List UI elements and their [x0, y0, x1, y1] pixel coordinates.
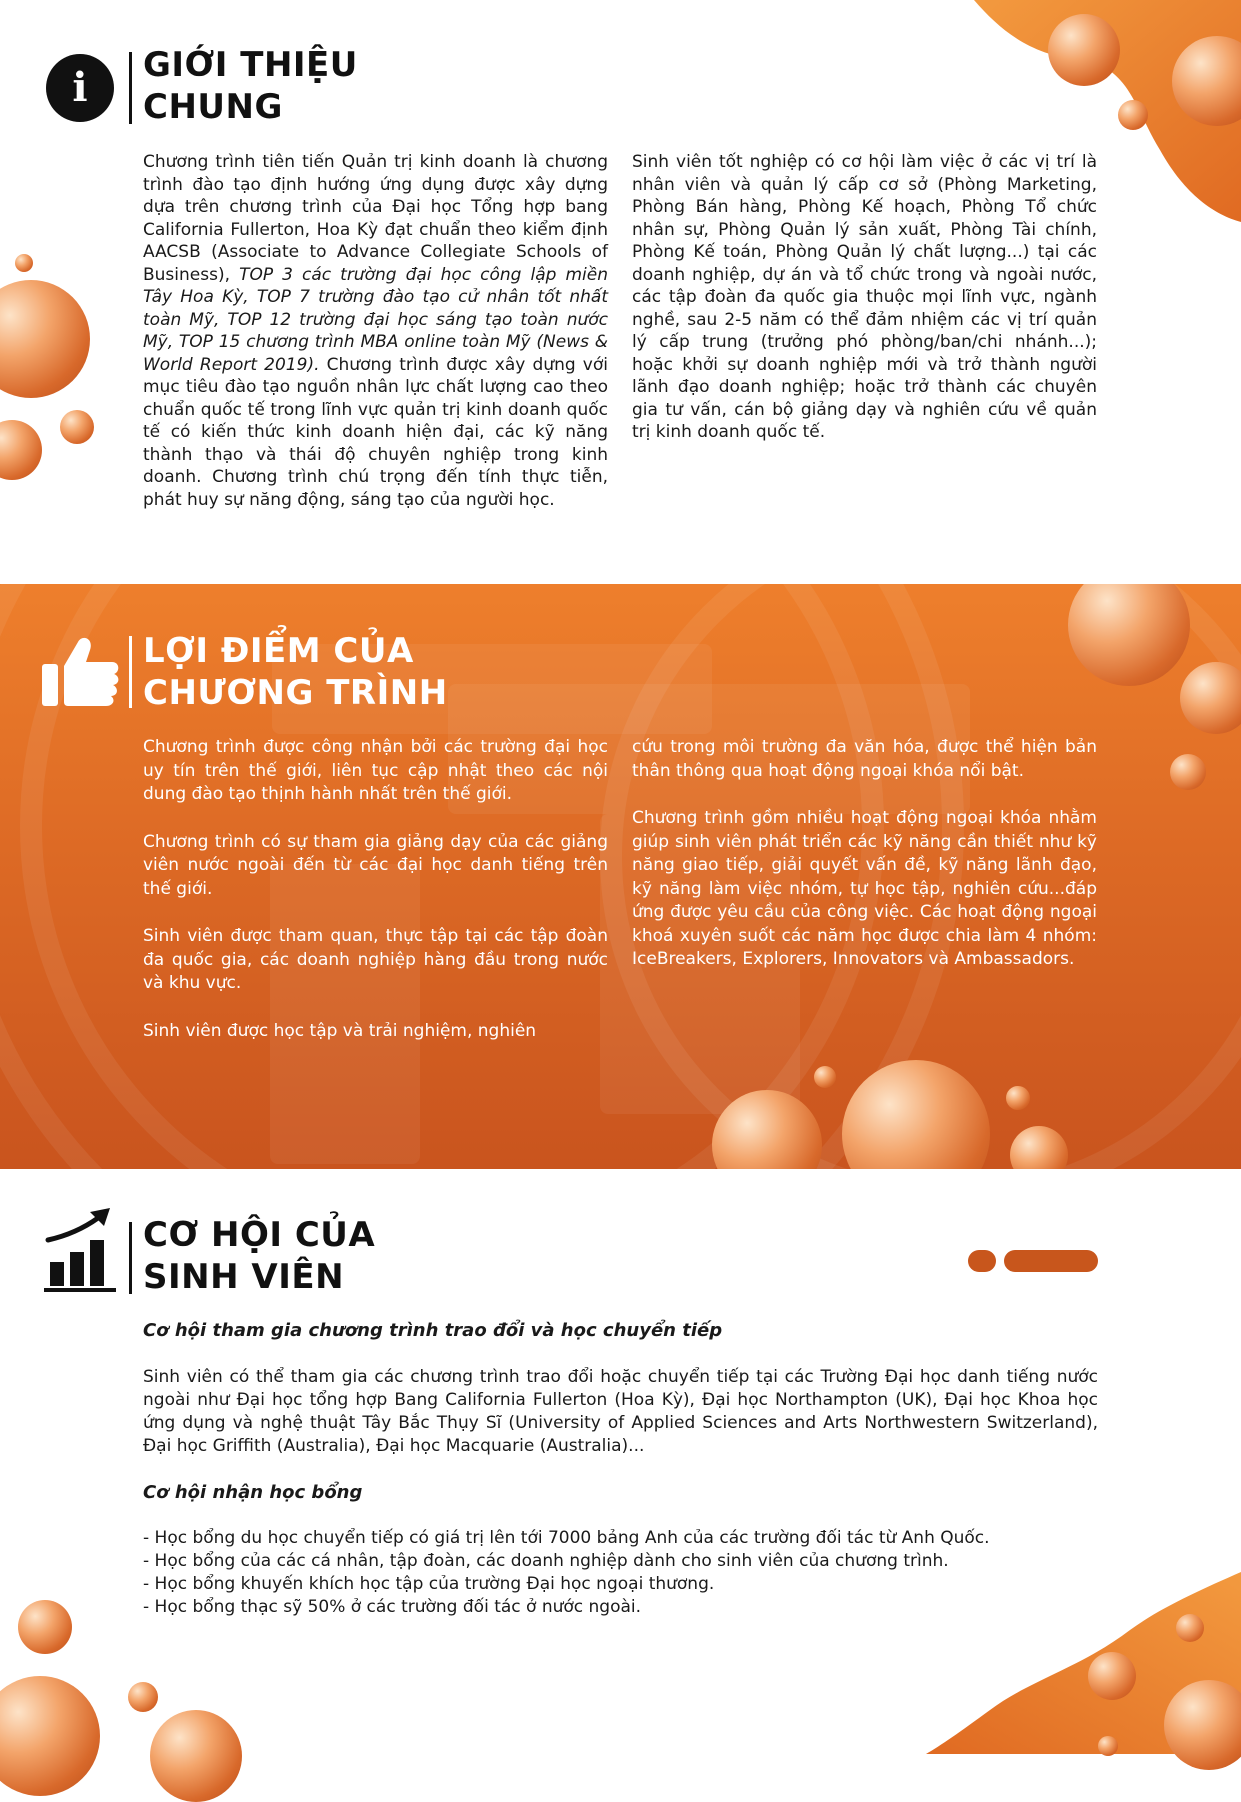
intro-heading-line2: CHUNG — [143, 87, 283, 127]
decor-ball — [1006, 1086, 1030, 1110]
decor-ball — [128, 1682, 158, 1712]
intro-right-column — [632, 151, 1097, 444]
benefit-paragraph: Chương trình gồm nhiều hoạt động ngoại khóa nhằm giúp sinh viên phát triển các kỹ năng cần thiết như kỹ năng giao tiếp, giải quyết vấn đề, kỹ năng lãnh đạo, kỹ năng làm việc nhóm, tự học tập, nghiên cứu...đáp ứng được yêu cầu của công việc. Các hoạt động ngoại khoá xuyên suốt các năm học được chia làm 4 nhóm: IceBreakers, Explorers, Innovators và Ambassadors. — [632, 808, 1097, 969]
benefits-right-column — [632, 736, 1097, 996]
decor-ball — [1118, 100, 1148, 130]
benefit-paragraph: cứu trong môi trường đa văn hóa, được thể hiện bản thân thông qua hoạt động ngoại khóa nổi bật. — [632, 737, 1097, 781]
decor-ball — [1170, 754, 1206, 790]
decor-ball — [1088, 1652, 1136, 1700]
exchange-text — [143, 1366, 1098, 1458]
decor-ball — [814, 1066, 836, 1088]
decor-pill — [968, 1250, 996, 1272]
decor-ball — [0, 420, 42, 480]
decor-ball — [15, 254, 33, 272]
intro-left-text-a: Chương trình tiên tiến Quản trị kinh doanh là chương trình đào tạo định hướng ứng dụng được xây dựng dựa trên chương trình của Đại học Tổng hợp bang California Fullerton, Hoa Kỳ đạt chuẩn theo kiểm định AACSB (Associate to Advance Collegiate Schools of Business), — [143, 152, 608, 285]
decor-ball — [1176, 1614, 1204, 1642]
benefit-paragraph: Chương trình được công nhận bởi các trường đại học uy tín trên thế giới, liên tục cập nhật theo các nội dung đào tạo thịnh hành nhất trên thế giới. — [143, 737, 608, 804]
intro-left-text-b: Chương trình được xây dựng với mục tiêu đào tạo nguồn nhân lực chất lượng cao theo chuẩn quốc tế trong lĩnh vực quản trị kinh doanh quốc tế có kiến thức kinh doanh hiện đại, các kỹ năng thành thạo và thái độ chuyên nghiệp trong kinh doanh. Chương trình chú trọng đến tính thực tiễn, phát huy sự năng động, sáng tạo của người học. — [143, 354, 608, 510]
info-glyph: i — [72, 64, 88, 111]
benefit-paragraph: Sinh viên được học tập và trải nghiệm, nghiên — [143, 1020, 537, 1041]
exchange-heading: Cơ hội tham gia chương trình trao đổi và học chuyển tiếp — [143, 1320, 723, 1341]
decor-ball — [150, 1710, 242, 1802]
decor-ball — [1164, 1680, 1241, 1770]
info-icon — [46, 54, 114, 122]
thumbs-up-icon — [42, 636, 120, 708]
scholarship-heading: Cơ hội nhận học bổng — [143, 1482, 363, 1503]
opportunities-heading — [143, 1214, 375, 1298]
decor-ball — [1098, 1736, 1118, 1756]
decor-ball — [18, 1600, 72, 1654]
decor-ball — [0, 280, 90, 398]
opportunities-heading-line2: SINH VIÊN — [143, 1257, 345, 1297]
scholarship-item: - Học bổng du học chuyển tiếp có giá trị lên tới 7000 bảng Anh của các trường đối tác từ Anh Quốc. — [143, 1528, 990, 1548]
benefit-paragraph: Chương trình có sự tham gia giảng dạy của các giảng viên nước ngoài đến từ các đại học danh tiếng trên thế giới. — [143, 831, 608, 899]
benefit-paragraph: Sinh viên được tham quan, thực tập tại các tập đoàn đa quốc gia, các doanh nghiệp hàng đầu trong nước và khu vực. — [143, 926, 608, 993]
heading-divider — [129, 636, 132, 708]
growth-chart-icon — [44, 1206, 118, 1292]
benefits-heading-line1: LỢI ĐIỂM CỦA — [143, 631, 414, 671]
intro-left-rankings: TOP 3 các trường đại học công lập miền Tây Hoa Kỳ, TOP 7 trường đào tạo cử nhân tốt nhất toàn Mỹ, TOP 12 trường đại học sáng tạo toàn nước Mỹ, TOP 15 chương trình MBA online toàn Mỹ (News & World Report 2019). — [143, 264, 608, 375]
decor-ball — [1048, 14, 1120, 86]
exchange-text-body: Sinh viên có thể tham gia các chương trình trao đổi hoặc chuyển tiếp tại các Trường Đại học danh tiếng nước ngoài như Đại học tổng hợp Bang California Fullerton (Hoa Kỳ), Đại học Northampton (UK), Đại học Khoa học ứng dụng và nghệ thuật Tây Bắc Thụy Sĩ (University of Applied Sciences and Arts Northwestern Switzerland), Đại học Griffith (Australia), Đại học Macquarie (Australia)... — [143, 1367, 1098, 1456]
decor-pill — [1004, 1250, 1098, 1272]
intro-right-text: Sinh viên tốt nghiệp có cơ hội làm việc ở các vị trí là nhân viên và quản lý cấp cơ sở (Phòng Marketing, Phòng Bán hàng, Phòng Kế hoạch, Phòng Tổ chức nhân sự, Phòng Quản lý sản xuất, Phòng Tài chính, Phòng Kế toán, Phòng Quản lý chất lượng...) tại các doanh nghiệp, dự án và tổ chức trong và ngoài nước, các tập đoàn đa quốc gia thuộc mọi lĩnh vực, ngành nghề, sau 2-5 năm có thể đảm nhiệm các vị trí quản lý cấp trung (trưởng phó phòng/ban/chi nhánh...); hoặc khởi sự doanh nghiệp mới và trở thành người lãnh đạo doanh nghiệp; hoặc trở thành các chuyên gia tư vấn, cán bộ giảng dạy và nghiên cứu về quản trị kinh doanh quốc tế. — [632, 152, 1097, 442]
benefits-heading — [143, 630, 448, 714]
intro-left-column — [143, 151, 608, 511]
decor-ball — [0, 1676, 100, 1796]
heading-divider — [129, 52, 132, 124]
scholarship-item: - Học bổng thạc sỹ 50% ở các trường đối tác ở nước ngoài. — [143, 1597, 642, 1617]
heading-divider — [129, 1222, 132, 1294]
intro-heading — [143, 44, 358, 128]
benefits-left-column — [143, 736, 608, 1067]
opportunities-heading-line1: CƠ HỘI CỦA — [143, 1215, 376, 1255]
scholarship-item: - Học bổng của các cá nhân, tập đoàn, các doanh nghiệp dành cho sinh viên của chương trình. — [143, 1551, 949, 1571]
scholarship-item: - Học bổng khuyến khích học tập của trường Đại học ngoại thương. — [143, 1574, 715, 1594]
intro-heading-line1: GIỚI THIỆU — [143, 45, 358, 85]
benefits-heading-line2: CHƯƠNG TRÌNH — [143, 673, 448, 713]
decor-ball — [60, 410, 94, 444]
